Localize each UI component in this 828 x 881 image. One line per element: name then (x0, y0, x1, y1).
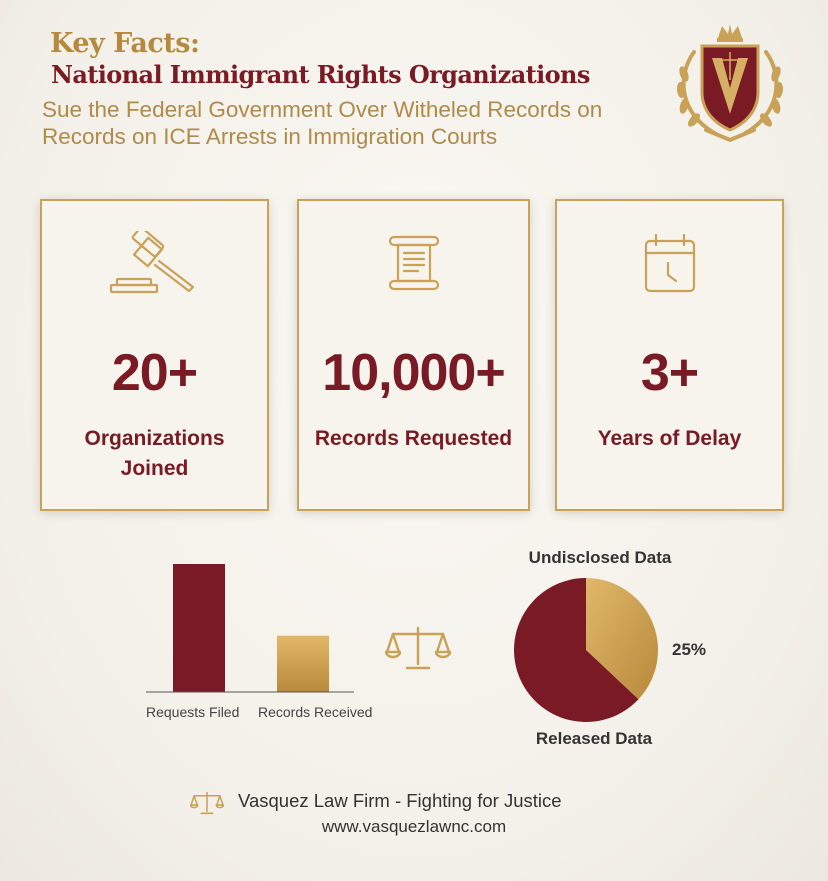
footer-scales-icon (190, 790, 224, 816)
page-subtitle: Sue the Federal Government Over Witheled Records on Records on ICE Arrests in Immigration Courts (42, 97, 603, 149)
bar-label-records-received: Records Received (258, 704, 373, 720)
gavel-icon (107, 231, 203, 295)
bar-label-requests-filed: Requests Filed (146, 704, 240, 720)
pie-label-released: Released Data (535, 729, 653, 748)
organizations-label-line2: Joined (120, 457, 189, 480)
pie-percentage-annotation: 25% (672, 640, 707, 659)
pie-label-undisclosed: Undisclosed Data (528, 548, 672, 567)
years-of-delay-count: 3+ (640, 344, 699, 402)
organizations-count: 20+ (111, 344, 198, 402)
organizations-joined-card (40, 199, 269, 511)
years-of-delay-card (555, 199, 784, 511)
records-requested-card (297, 199, 530, 511)
records-requested-label-line1: Records Requested (314, 427, 513, 450)
page-title: National Immigrant Rights Organizations (51, 60, 590, 89)
organizations-label-line1: Organizations (84, 427, 225, 450)
years-of-delay-label-line1: Years of Delay (597, 427, 742, 450)
key-facts-label: Key Facts: (50, 28, 200, 59)
requests-vs-received-bar-chart (140, 555, 380, 725)
scroll-icon (382, 231, 446, 295)
footer-website-link[interactable]: www.vasquezlawnc.com (321, 817, 507, 836)
organizations-label (42, 424, 267, 484)
scales-of-justice-icon (385, 624, 451, 672)
bar-records-received (277, 636, 329, 692)
years-of-delay-label (557, 424, 782, 454)
records-requested-label (299, 424, 528, 454)
footer-firm-tagline: Vasquez Law Firm - Fighting for Justice (238, 790, 562, 811)
calendar-clock-icon (640, 231, 700, 295)
records-requested-count: 10,000+ (322, 344, 505, 402)
bar-requests-filed (173, 564, 225, 692)
data-disclosure-pie-chart (513, 577, 659, 723)
law-firm-crest-icon (672, 22, 788, 146)
